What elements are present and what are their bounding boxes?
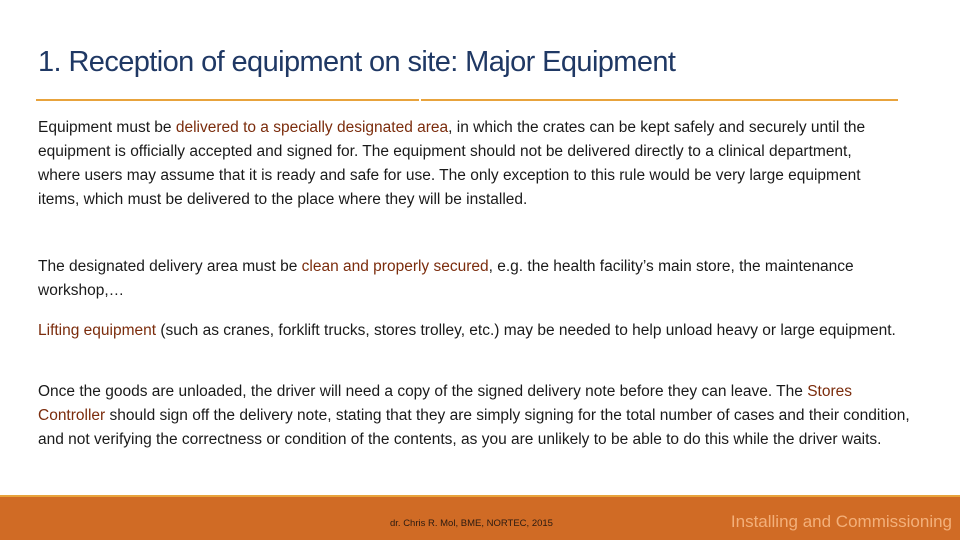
- paragraph-lifting-equipment: [38, 319, 898, 343]
- p4-text-1: Once the goods are unloaded, the driver will need a copy of the signed delivery note before they can leave. The: [38, 383, 808, 400]
- paragraph-delivery-area: [38, 116, 898, 212]
- p1-text-2: , in which the crates can be kept safely and securely until the equipment is officially accepted and signed for. The equipment should not be delivered directly to a clinical department, where users may assume that it is ready and safe for use. The only exception to this rule would be very large equipment items, which must be delivered to the place where they will be installed.: [38, 119, 866, 208]
- p3-text-1: (such as cranes, forklift trucks, stores trolley, etc.) may be needed to help unload heavy or large equipment.: [156, 322, 896, 339]
- p1-text-1: Equipment must be: [38, 119, 176, 136]
- paragraph-designated-area: [38, 255, 898, 303]
- p2-text-1: The designated delivery area must be: [38, 258, 302, 275]
- paragraph-unloading: [38, 380, 918, 452]
- p4-text-2: should sign off the delivery note, stating that they are simply signing for the total number of cases and their condition, and not verifying the correctness or condition of the contents, as you are unlikely to be able to do this while the driver waits.: [38, 407, 910, 448]
- p2-text-2: , e.g. the health facility’s main store, the maintenance workshop,…: [38, 258, 854, 299]
- p3-highlight: Lifting equipment: [38, 322, 157, 339]
- footer-author: dr. Chris R. Mol, BME, NORTEC, 2015: [390, 518, 553, 529]
- p2-highlight: clean and properly secured: [301, 258, 489, 275]
- p1-highlight: delivered to a specially designated area: [175, 119, 449, 136]
- p4-highlight: Stores Controller: [38, 383, 852, 424]
- footer-course-title: Installing and Commissioning: [730, 512, 952, 531]
- title-underline-right: [421, 99, 898, 101]
- title-underline-left: [36, 99, 419, 101]
- slide-title: 1. Reception of equipment on site: Major Equipment: [38, 46, 676, 78]
